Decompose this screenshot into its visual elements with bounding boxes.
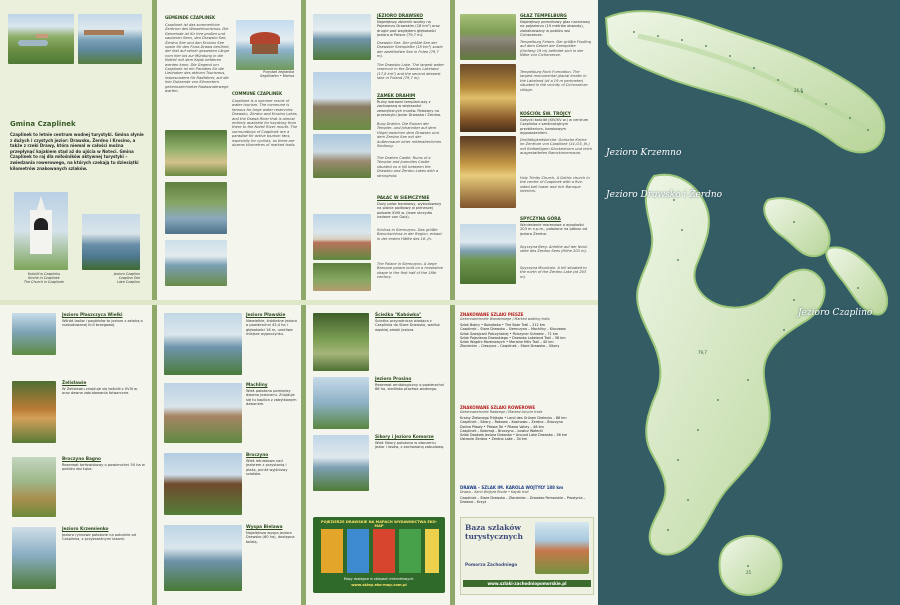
- church-interior-photo: [460, 64, 516, 132]
- krzemienko-text: Jezioro rynnowe położone na południe od Czaplinka, z przybrzeżnymi lasami.: [62, 533, 136, 542]
- commune-text: Czaplinek is a summer resort of water tourism. The commune is famous for large water reservoirs: Drawsko, Żerdno and Krosino Lakes, and the Drawa River that is almost entirely available for kayaking from there to the Noteć River mouth. The surroundings of Czaplinek are a paradise for active tourism fans, especially for cyclists, as there are dozens kilometres of marked trails.: [232, 99, 298, 148]
- bicycle-trails-subtitle: Gekennzeichnete Radwege / Marked bicycle trails: [460, 410, 543, 414]
- siemczyno-park-photo: [313, 263, 371, 291]
- plaszczyca-text: Wśród lasów i pagórków to jezioro z zatoką o rozbudowanej linii brzegowej.: [62, 319, 143, 328]
- bielawa-heading: Wyspa Bielawa: [246, 525, 283, 530]
- logo-subtitle: Pomorza Zachodniego: [465, 562, 518, 567]
- walking-trail: Szlak Pojezierza Drawskiego • Drawsko Lakeland Trail – 58 km: [460, 335, 566, 340]
- drahim-ruin-photo: [313, 134, 371, 178]
- commune-panel: [152, 0, 301, 300]
- promo-title: POJEZIERZE DRAWSKIE NA MAPACH WYDAWNICTWA EKO-MAP: [320, 520, 438, 528]
- walking-trails-heading: ZNAKOWANE SZLAKI PIESZE: [460, 312, 524, 317]
- gemeinde-text: Czaplinek ist das sommerliche Zentrum des Wassertourismus. Die Gemeinde ist für ihre großen und sauberen Seen, den Drawsko See, Żerdno See und den Krosino See sowie für den Fluss Drawa berühmt, der fast auf seiner gesamten Länge vom hier bis zur Mündung in die Notteć mit dem Kajak befahren werden kann. Die Gegend um Czaplinek ist ein Paradies für die Liebhaber des aktiven Tourismus, insbesondere für Radfahrer, auf die hier Dutzende von Kilometern gekennzeichneter Radwanderwege warten.: [165, 23, 230, 94]
- drahim-castle-text: The Drahim Castle. Ruins of a Templar and Joannites Castle situated on a hill between the Drawsko and Żerdno Lakes with a stronghold.: [377, 156, 439, 178]
- broczyno-text: Wieś letniskowa nad jeziorem z przystanią i plażą, punkt wyjściowy szlaków.: [246, 459, 288, 477]
- kabowka-heading: Ścieżka "Kabówka": [375, 313, 422, 318]
- map-cover-1: [321, 529, 343, 573]
- river-photo: [165, 182, 227, 234]
- bottom-panel-3: [301, 305, 450, 605]
- drahim-castle-photo: [313, 72, 371, 130]
- palace-text: The Palace in Siemczyno. A large Baroque palace built on a horseshoe shape in the first half of the 18th century.: [377, 262, 443, 280]
- machliny-text: Wieś położona pomiędzy dwoma jeziorami. Znajduje się tu kaplica z zabytkowym dzwonem.: [246, 389, 297, 407]
- sights-panel-a: [301, 0, 450, 300]
- schloss-text: Schloss in Siemczyno. Das größte Barockschloss in der Region, erbaut in der ersten Hälfte des 18. Jh.: [377, 228, 442, 241]
- intro-panel: [0, 0, 152, 300]
- drawa-trail-subtitle: Drawa – Karol Wojtyła Route • Kayak trail: [460, 490, 529, 494]
- zelislawie-photo: [12, 381, 56, 443]
- broczyno-bagno-photo: [12, 457, 56, 517]
- sikory-photo: [313, 435, 369, 491]
- marina-caption: Przystań żeglarska Segelhafen • Marina: [260, 70, 294, 78]
- lakes-map: [598, 0, 900, 605]
- bicycle-trails-heading: ZNAKOWANE SZLAKI ROWEROWE: [460, 405, 536, 410]
- lake-czaplino-label: Jezioro Czaplino: [798, 308, 873, 318]
- lake-plawskie-photo: [164, 313, 242, 375]
- lake-krzemno-label: Jezioro Krzemno: [606, 148, 682, 158]
- prosino-text: Rezerwat ornitologiczny o powierzchni 86 ha, siedlisko ptactwa wodnego.: [375, 383, 445, 392]
- shore-photo: [165, 240, 227, 286]
- lake-czaplino-photo: [82, 214, 140, 270]
- church-photo: [14, 192, 68, 270]
- logo-title: Baza szlaków turystycznych: [465, 523, 523, 541]
- bottom-panel-2: [152, 305, 301, 605]
- jezioro-drawsko-heading: JEZIORO DRAWSKO: [377, 14, 423, 19]
- lake-czaplino-shape: [720, 536, 782, 595]
- bicycle-trail: Szlak Dookoła Jeziora Drawsko • Around Lake Drawsko – 56 km: [460, 433, 568, 438]
- glaz-heading: GŁAZ TEMPELBURG: [520, 14, 567, 19]
- palac-heading: PAŁAC W SIEMCZYNIE: [377, 196, 430, 201]
- drawsko-see-text: Drawsko See. Der größte See der Drawsker Seenplatte (18 km²) sowie der zweittiefste See in Polen (79,7 m).: [377, 41, 443, 59]
- trails-base-logo[interactable]: [460, 517, 594, 595]
- spyczyna-hill-photo: [460, 224, 516, 284]
- bicycle-trail: Czaplinek – Sikory – Rakowo – Kosinowo – Żerdno – Broczyno: [460, 420, 563, 425]
- tempelburg-rock-text: Tempelburg Rock Formation. The largest monumental glacial erratic in the Lakeland (of a 19 m perimeter) situated in the vicinity of Cichorzecze village.: [520, 70, 588, 92]
- lake-czaplino-caption: Jezioro Czaplino Czaplino See Lake Czaplino: [113, 272, 140, 284]
- plawskie-text: Niewielkie, śródleśne jezioro o powierzchni 43,4 ha i głębokości 16 m, urokliwe miejsce wypoczynku.: [246, 319, 297, 337]
- map-cover-3: [373, 529, 395, 573]
- spyczyna-berg-text: Spyczyna Berg. Anhöhe auf der Nord-seite des Żerdno Sees (Höhe 203 m).: [520, 245, 588, 254]
- krzemienko-photo: [12, 527, 56, 589]
- hikers-photo: [535, 522, 589, 574]
- bielawa-text: Największa wyspa jeziora Drawsko (60 ha), dostępna łodzią.: [246, 531, 295, 544]
- walking-trail: Szlak Wzgórz Morenowych • Moraine Hills Trail – 40 km: [460, 340, 554, 345]
- bicycle-trail: Ustronie Żerdno • Żerdno Lake – 34 km: [460, 437, 528, 442]
- prosino-photo: [313, 377, 369, 429]
- prosino-heading: Jezioro Prosino: [375, 377, 412, 382]
- sikory-text: Wieś Sikory położona w otoczeniu jezior i lasów, z zachowaną zabudową.: [375, 441, 445, 450]
- glaz-text: Największy pomnikowy głaz narzutowy na pojezierzu (19 metrów obwodu), zlokalizowany w pobliżu wsi Cichorzecze.: [520, 20, 591, 38]
- bicycle-trail: Krainy Zielonego Trójkąta • Land des Grünen Dreiecks – 86 km: [460, 416, 567, 420]
- altar-photo: [460, 136, 516, 208]
- plaszczyca-heading: Jezioro Płaszczyca Wielki: [62, 313, 123, 318]
- walking-trail: Szlak Szwajcarii Połczyńskiej • Polczyner Schweiz – 71 km: [460, 331, 559, 336]
- zamek-drahim-text: Ruiny warowni templariuszy z zachowaną w większości zewnętrznych murów. Położony na przesmyku jezior Drawsko i Żerdno.: [377, 100, 442, 118]
- machliny-photo: [164, 383, 242, 443]
- zelislawie-text: W Żelisławiu znajduje się kościół z XVIII w. oraz dawne zabudowania folwarczne.: [62, 387, 138, 396]
- czaplino-depth: 25: [746, 570, 752, 575]
- zelislawie-heading: Żelisławie: [62, 381, 87, 386]
- kosciol-text: Gotycki kościół (XIV/XV w.) w centrum Czaplinka z sześciokątnym prezbiterium, barokowym wyposażeniem.: [520, 118, 589, 136]
- forest-path-photo: [165, 130, 227, 176]
- krzemno-depth: 26,6: [794, 88, 803, 93]
- lakes-map-svg: [598, 0, 900, 605]
- bicycle-trail: Czaplinek – Kołomąt – Broczyno – Łowicz Wałecki: [460, 428, 543, 433]
- dreifaltigkeitskirche-text: Dreifaltigkeitskirche. Gotische Kirche im Zentrum von Czaplinek (14./15. Jh.) mit fünfseitigem Glockenturm und reich ausgestatteten Barockinnenraum.: [520, 138, 593, 156]
- gemeinde-heading: GEMEINDE CZAPLINEK: [165, 15, 216, 20]
- walking-trail: Złocieniec – Cieszyno – Czaplinek – Stare Drawsko – Sikory: [460, 344, 560, 349]
- map-cover-4: [399, 529, 421, 573]
- walking-trail: Szlak Bobry • Bobrówka • The Bobr Trail – 212 km: [460, 323, 545, 327]
- map-cover-2: [347, 529, 369, 573]
- eko-map-promo[interactable]: [313, 517, 445, 593]
- kabowka-photo: [313, 313, 369, 371]
- spyczyna-heading: SPYCZYNA GÓRA: [520, 217, 561, 222]
- intro-text: Czaplinek to letnie centrum wodnej turystyki. Gmina słynie z dużych i czystych jezior: Drawsko, Żerdno i Krosino, a także z rzeki Drawy, która niemal w całości można przepłynąć kajakiem stąd aż do ujścia w Noteci. Gmina Czaplinek to raj dla miłośników aktywnej turystyki – zwiedzania rowerowego, na których czekają tu dziesiątki kilometrów znakowanych szlaków.: [10, 132, 144, 171]
- trails-panel: [450, 305, 598, 605]
- intro-title: Gmina Czaplinek: [10, 120, 76, 128]
- broczyno-heading: Broczyno: [246, 453, 269, 458]
- broczyno-photo: [164, 453, 242, 515]
- sights-panel-b: [450, 0, 598, 300]
- palac-text: Duży pałac barokowy, wybudowany na planie podkowy w pierwszej połowie XVIII w. (lewe skrzydło nadane von Golz).: [377, 202, 442, 220]
- czaplinek-aerial-photo: [8, 14, 74, 64]
- walking-trails-list: [460, 323, 592, 349]
- spyczyna-text: Wzniesienie morenowe o wysokości 203 m n.p.m., położone na północ od jeziora Żerdno.: [520, 223, 588, 236]
- spyczyna-mountain-text: Spyczyna Mountain. A hill situated to the north of the Żerdno Lake (at 203 m).: [520, 266, 587, 279]
- jezioro-drawsko-text: Największy zbiornik wodny na Pojezierzu Drawskim (18 km²) oraz drugie pod względem głębokości jezioro w Polsce (79,7 m).: [377, 20, 440, 38]
- machliny-heading: Machliny: [246, 383, 268, 388]
- plawskie-heading: Jezioro Pławskie: [246, 313, 286, 318]
- bottom-panel-1: [0, 305, 152, 605]
- marina-photo: [236, 20, 294, 70]
- holy-trinity-text: Holy Trinity Church. A Gothic church in the centre of Czaplinek with a five-sided bell tower and rich Baroque interiors.: [520, 176, 590, 194]
- lake-drawsko-label: Jezioro Drawsko i Żerdno: [606, 190, 723, 200]
- lake-plaszczyca-photo: [12, 313, 56, 355]
- logo-url[interactable]: www.szlaki-zachodniopomorskie.pl: [463, 580, 591, 587]
- map-cover-5: [425, 529, 439, 573]
- krzemienko-heading: Jezioro Krzemienko: [62, 527, 109, 532]
- broczyno-bagno-heading: Broczyno Bagno: [62, 457, 101, 462]
- church-caption: Kościół w Czaplinku Kirche in Czaplinek The Church in Czaplinek: [23, 272, 65, 284]
- promo-url[interactable]: www.sklep.eko-map.com.pl: [351, 583, 407, 587]
- walking-trails-subtitle: Gekennzeichnete Wanderwege / Marked walking trails: [460, 317, 550, 321]
- burg-drahim-text: Burg Drahim. Die Ruinen der Templer- und Johanniter auf dem Hügel zwischen dem Drawsko und dem Żerdno See mit der Außenmauer einer mittelalterlichen Siedlung.: [377, 122, 442, 149]
- bicycle-trails-list: [460, 416, 592, 442]
- kabowka-text: Ścieżka przyrodnicza wiodąca z Czaplinka do Stare Drawsko, wzdłuż wąskiej zatoki jeziora.: [375, 319, 440, 332]
- commune-heading: COMMUNE CZAPLINEK: [232, 91, 283, 96]
- bielawa-photo: [164, 525, 242, 591]
- drawsko-depth: 79,7: [698, 350, 707, 355]
- sikory-heading: Sikory i Jezioro Komorze: [375, 435, 434, 440]
- broczyno-bagno-text: Rezerwat torfowiskowy o powierzchni 50 ha w pobliżu wsi Łąka.: [62, 463, 145, 472]
- czaplinek-town-photo: [78, 14, 142, 64]
- bicycle-trail: Dolina Piławy • Piława Tal • Piława Valley – 48 km: [460, 424, 544, 429]
- drawsko-lake-text: The Drawsko Lake. The largest water reservoir in the Drawsko Lakeland (17,8 km²) and the second deepest lake in Poland (79,7 m).: [377, 63, 444, 81]
- drawa-trail-route: Czaplinek – Stare Drawsko – Złocieniec – Drawsko Pomorskie – Prostynia – Drawno – Krzyż: [460, 496, 586, 505]
- kosciol-heading: KOŚCIÓŁ ŚW. TRÓJCY: [520, 112, 571, 117]
- promo-subtitle: Mapy dostępne w sklepach internetowych:: [343, 577, 415, 581]
- walking-trail: Czaplinek – Stare Drawsko – Siemczyno – Machliny – Kluczewo: [460, 327, 566, 332]
- lake-drawsko-photo: [313, 14, 371, 60]
- zamek-drahim-heading: ZAMEK DRAHIM: [377, 94, 416, 99]
- drawa-trail-heading: DRAWA – SZLAK IM. KAROLA WOJTYŁY 188 km: [460, 485, 564, 490]
- siemczyno-palace-photo: [313, 214, 371, 260]
- tempelburg-rock-photo: [460, 14, 516, 60]
- tempelburg-felsen-text: Tempelburg Felsen. Der größte Findling auf dem Gebiet der Seenplatte (Umfang 19 m) befindet sich in der Nähe von Cichorzecze.: [520, 40, 592, 58]
